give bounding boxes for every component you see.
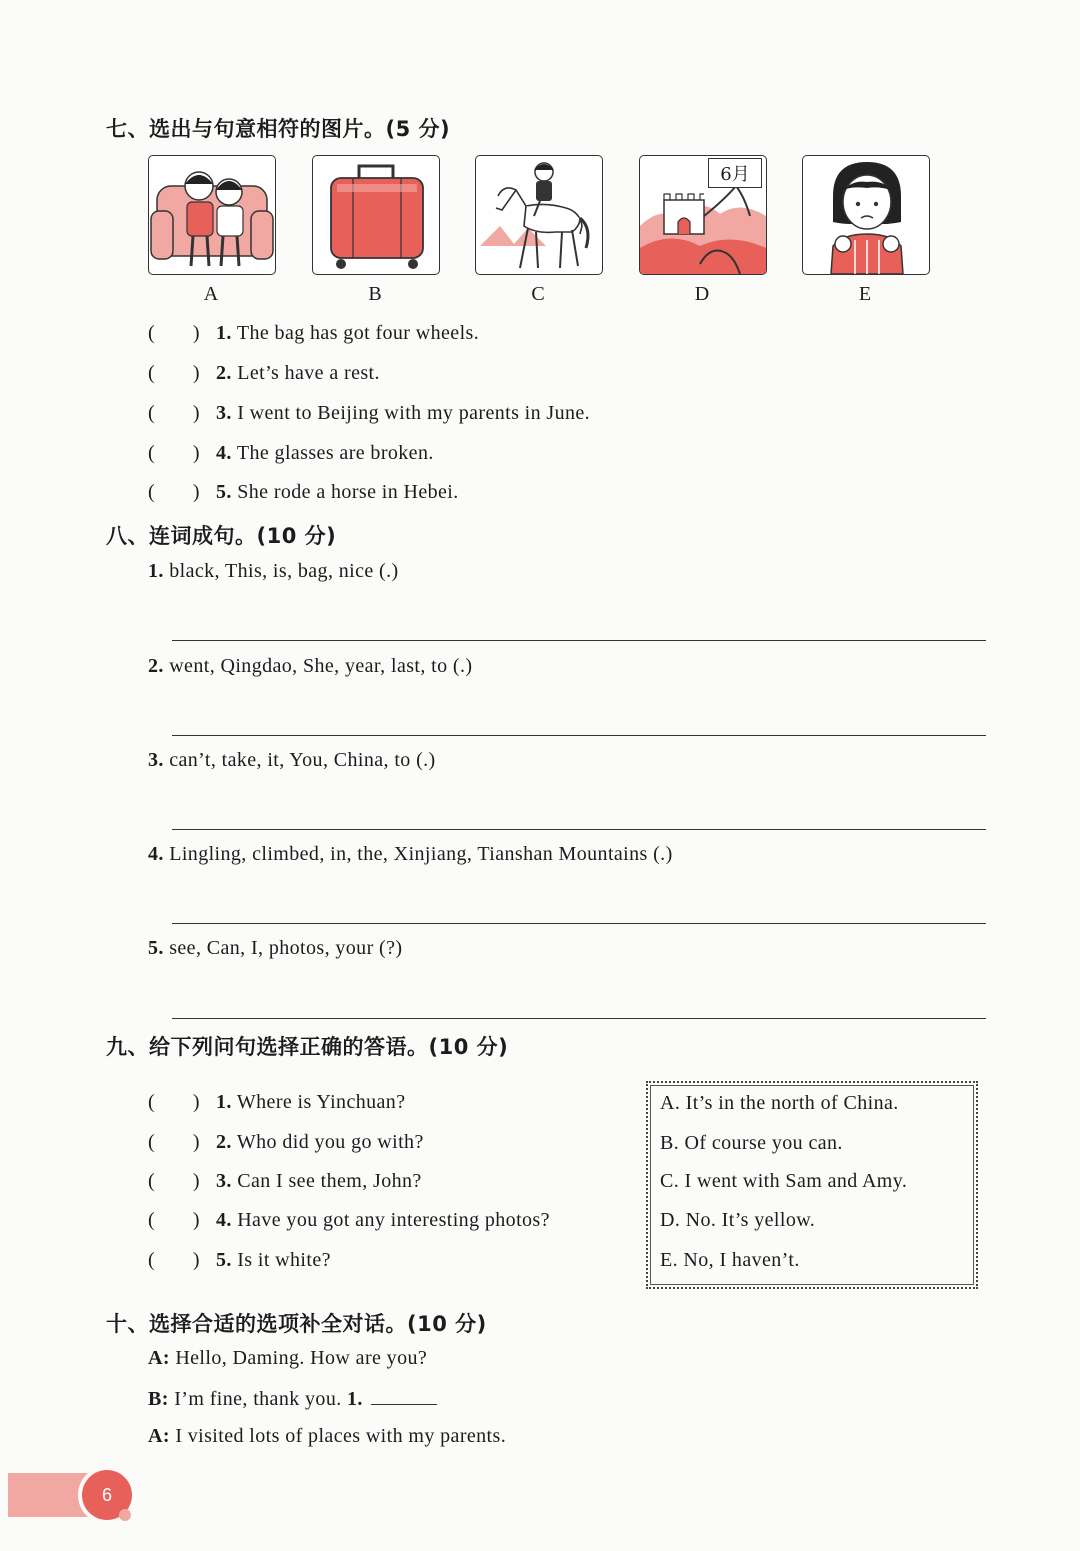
answer-parentheses[interactable]: ( ) (148, 402, 200, 424)
answer-option-a: A. It’s in the north of China. (660, 1092, 899, 1114)
picture-d-great-wall-icon (639, 155, 767, 275)
section9-question: ( ) 1. Where is Yinchuan? (148, 1091, 406, 1113)
section8-title: 八、连词成句。(10 分) (106, 524, 337, 548)
section8-item: 1. black, This, is, bag, nice (.) (148, 560, 399, 582)
picture-label-d: D (694, 283, 710, 305)
page-tab-decoration (8, 1473, 88, 1517)
answer-parentheses[interactable]: ( ) (148, 1091, 200, 1113)
section7-item: ( ) 1. The bag has got four wheels. (148, 322, 480, 344)
answer-writing-line[interactable] (172, 923, 986, 924)
answer-writing-line[interactable] (172, 829, 986, 830)
answer-parentheses[interactable]: ( ) (148, 442, 200, 464)
section8-item: 5. see, Can, I, photos, your (?) (148, 937, 403, 959)
answer-option-e: E. No, I haven’t. (660, 1249, 800, 1271)
section7-title: 七、选出与句意相符的图片。(5 分) (106, 117, 451, 141)
june-calendar-tag: 6月 (708, 158, 762, 188)
section8-item: 4. Lingling, climbed, in, the, Xinjiang, Tianshan Mountains (.) (148, 843, 673, 865)
answer-parentheses[interactable]: ( ) (148, 322, 200, 344)
answer-parentheses[interactable]: ( ) (148, 1131, 200, 1153)
answer-option-d: D. No. It’s yellow. (660, 1209, 816, 1231)
answer-parentheses[interactable]: ( ) (148, 1249, 200, 1271)
page-number: 6 (82, 1470, 132, 1520)
section9-question: ( ) 4. Have you got any interesting photos? (148, 1209, 550, 1231)
answer-writing-line[interactable] (172, 640, 986, 641)
dialogue-blank[interactable] (371, 1386, 437, 1405)
picture-label-c: C (531, 283, 545, 305)
section7-item: ( ) 5. She rode a horse in Hebei. (148, 481, 459, 503)
section7-item: ( ) 4. The glasses are broken. (148, 442, 434, 464)
answer-parentheses[interactable]: ( ) (148, 1209, 200, 1231)
picture-b-suitcase-icon (312, 155, 440, 275)
section8-item: 3. can’t, take, it, You, China, to (.) (148, 749, 436, 771)
dialogue-line: A: I visited lots of places with my parents. (148, 1425, 507, 1447)
section7-item: ( ) 3. I went to Beijing with my parents in June. (148, 402, 591, 424)
section9-question: ( ) 5. Is it white? (148, 1249, 331, 1271)
section9-title: 九、给下列问句选择正确的答语。(10 分) (106, 1035, 509, 1059)
picture-label-a: A (203, 283, 219, 305)
picture-e-broken-glasses-icon (802, 155, 930, 275)
answer-parentheses[interactable]: ( ) (148, 362, 200, 384)
answer-option-b: B. Of course you can. (660, 1132, 843, 1154)
section7-item: ( ) 2. Let’s have a rest. (148, 362, 380, 384)
answer-parentheses[interactable]: ( ) (148, 1170, 200, 1192)
picture-label-e: E (858, 283, 872, 305)
picture-label-b: B (368, 283, 382, 305)
answer-writing-line[interactable] (172, 735, 986, 736)
page-dot-decoration (119, 1509, 131, 1521)
section10-title: 十、选择合适的选项补全对话。(10 分) (106, 1312, 487, 1336)
picture-c-horse-rider-icon (475, 155, 603, 275)
answer-option-c: C. I went with Sam and Amy. (660, 1170, 908, 1192)
answer-writing-line[interactable] (172, 1018, 986, 1019)
dialogue-line: A: Hello, Daming. How are you? (148, 1347, 428, 1369)
section9-question: ( ) 3. Can I see them, John? (148, 1170, 422, 1192)
section8-item: 2. went, Qingdao, She, year, last, to (.) (148, 655, 473, 677)
section9-question: ( ) 2. Who did you go with? (148, 1131, 424, 1153)
dialogue-line: B: I’m fine, thank you. 1. (148, 1386, 437, 1411)
picture-a-children-resting-icon (148, 155, 276, 275)
answer-parentheses[interactable]: ( ) (148, 481, 200, 503)
